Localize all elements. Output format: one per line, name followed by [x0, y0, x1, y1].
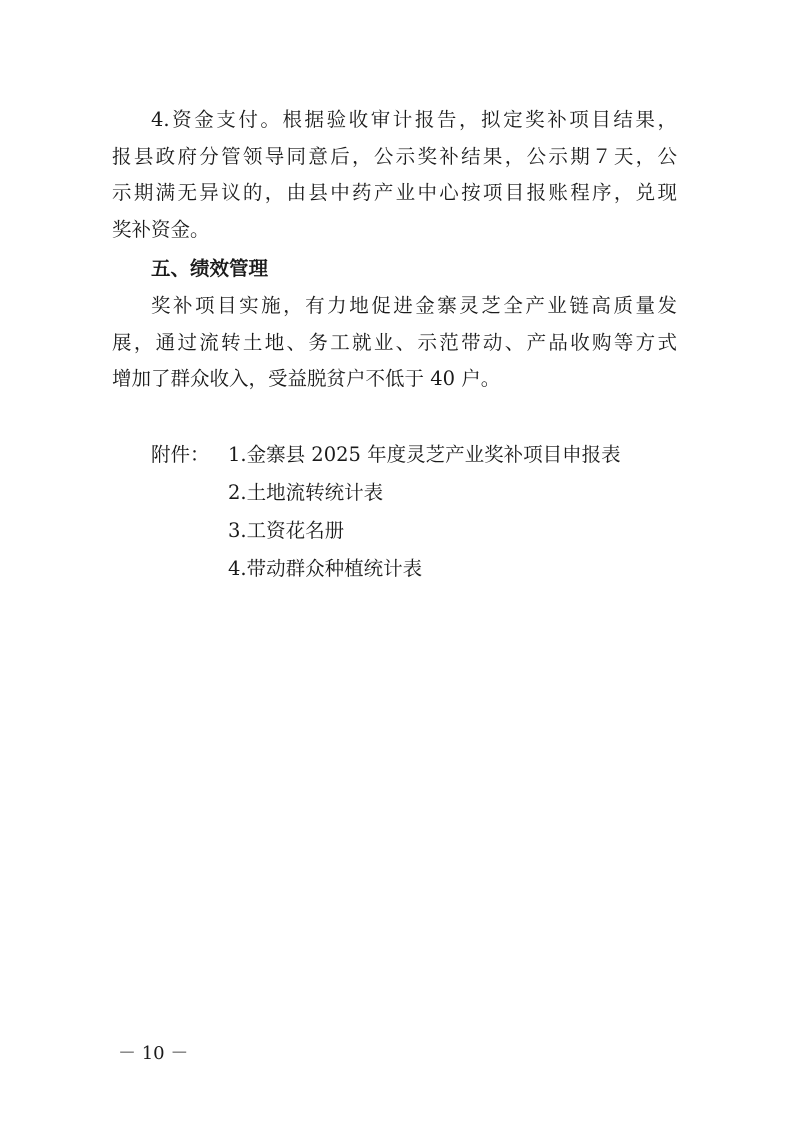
- paragraph-line: 示期满无异议的，由县中药产业中心按项目报账程序，兑现: [112, 181, 677, 204]
- paragraph-line: 4.资金支付。根据验收审计报告，拟定奖补项目结果，: [151, 108, 677, 131]
- paragraph-line: 奖补项目实施，有力地促进金寨灵芝全产业链高质量发: [151, 294, 677, 317]
- attachment-item: 1.金寨县 2025 年度灵芝产业奖补项目申报表: [228, 443, 621, 466]
- attachment-item: 3.工资花名册: [228, 519, 345, 542]
- paragraph-line: 增加了群众收入，受益脱贫户不低于 40 户。: [112, 367, 501, 390]
- paragraph-line: 报县政府分管领导同意后，公示奖补结果，公示期７天，公: [112, 144, 677, 168]
- paragraph-line: 展，通过流转土地、务工就业、示范带动、产品收购等方式: [112, 330, 677, 354]
- section-5-performance-text: [112, 288, 677, 398]
- attachments-label: 附件：: [151, 443, 210, 466]
- attachment-item: 2.土地流转统计表: [228, 481, 384, 504]
- page-number: － 10 －: [118, 1043, 189, 1064]
- section-4-funding-payment: [112, 102, 677, 248]
- paragraph-line: 奖补资金。: [112, 217, 210, 241]
- attachment-item: 4.带动群众种植统计表: [228, 557, 423, 580]
- section-5-heading: 五、绩效管理: [151, 257, 269, 280]
